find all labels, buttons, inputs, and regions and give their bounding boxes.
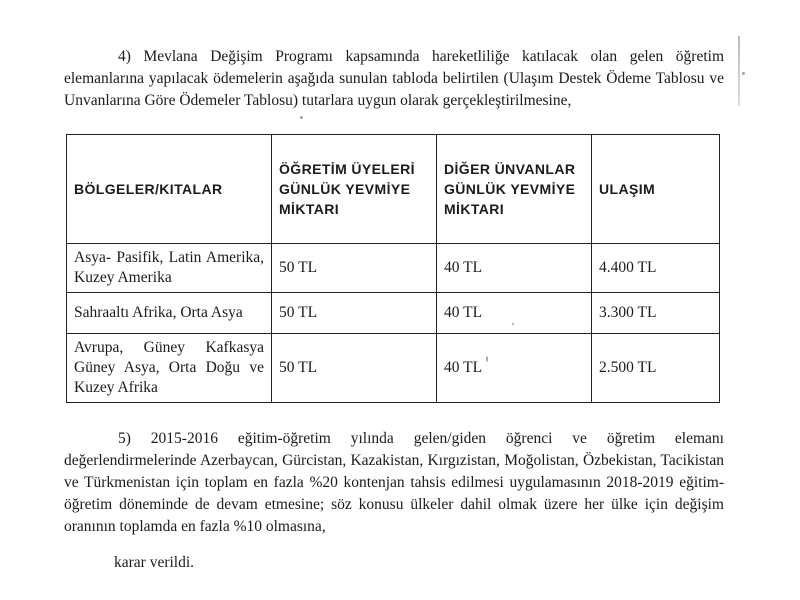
faculty-amount-cell: 50 TL <box>272 293 437 334</box>
scan-speck <box>300 116 303 119</box>
table-row <box>67 244 720 293</box>
closing-line: karar verildi. <box>114 554 195 571</box>
scan-edge-mark <box>738 36 740 106</box>
scan-speck <box>742 72 745 75</box>
transport-amount-cell: 3.300 TL <box>592 293 720 334</box>
paragraph-4 <box>64 46 724 112</box>
other-amount-cell: 40 TL <box>437 293 592 334</box>
other-amount-cell: 40 TL <box>437 244 592 293</box>
region-cell: Avrupa, Güney Kafkasya Güney Asya, Orta Doğu ve Kuzey Afrika <box>67 334 272 403</box>
paragraph-5 <box>64 428 724 538</box>
table-row <box>67 293 720 334</box>
table-row <box>67 334 720 403</box>
transport-amount-cell: 4.400 TL <box>592 244 720 293</box>
paragraph-4-text: 4) Mevlana Değişim Programı kapsamında hareketliliğe katılacak olan gelen öğretim elemanlarına yapılacak ödemelerin aşağıda sunulan tabloda belirtilen (Ulaşım Destek Ödeme Tablosu ve Unvanlarına Göre Ödemeler Tablosu) tutarlara uygun olarak gerçekleştirilmesine, <box>64 48 724 109</box>
region-cell: Sahraaltı Afrika, Orta Asya <box>67 293 272 334</box>
region-cell: Asya- Pasifik, Latin Amerika, Kuzey Amerika <box>67 244 272 293</box>
payment-table <box>66 134 720 403</box>
paragraph-5-text: 5) 2015-2016 eğitim-öğretim yılında gelen/giden öğrenci ve öğretim elemanı değerlendirmelerinde Azerbaycan, Gürcistan, Kazakistan, Kırgızistan, Moğolistan, Özbekistan, Tacikistan ve Türkmenistan için toplam en fazla %20 kontenjan tahsis edilmesi uygulamasının 2018-2019 eğitim-öğretim döneminde de devam etmesine; söz konusu ülkeler dahil olmak üzere her ülke için değişim oranının toplamda en fazla %10 olmasına, <box>64 430 724 535</box>
other-amount-cell: 40 TL <box>437 334 592 403</box>
faculty-amount-cell: 50 TL <box>272 244 437 293</box>
header-transport: ULAŞIM <box>592 135 720 244</box>
header-other-titles-daily: DİĞER ÜNVANLAR GÜNLÜK YEVMİYE MİKTARI <box>437 135 592 244</box>
faculty-amount-cell: 50 TL <box>272 334 437 403</box>
transport-amount-cell: 2.500 TL <box>592 334 720 403</box>
header-regions: BÖLGELER/KITALAR <box>67 135 272 244</box>
table-header-row <box>67 135 720 244</box>
header-faculty-daily: ÖĞRETİM ÜYELERİ GÜNLÜK YEVMİYE MİKTARI <box>272 135 437 244</box>
